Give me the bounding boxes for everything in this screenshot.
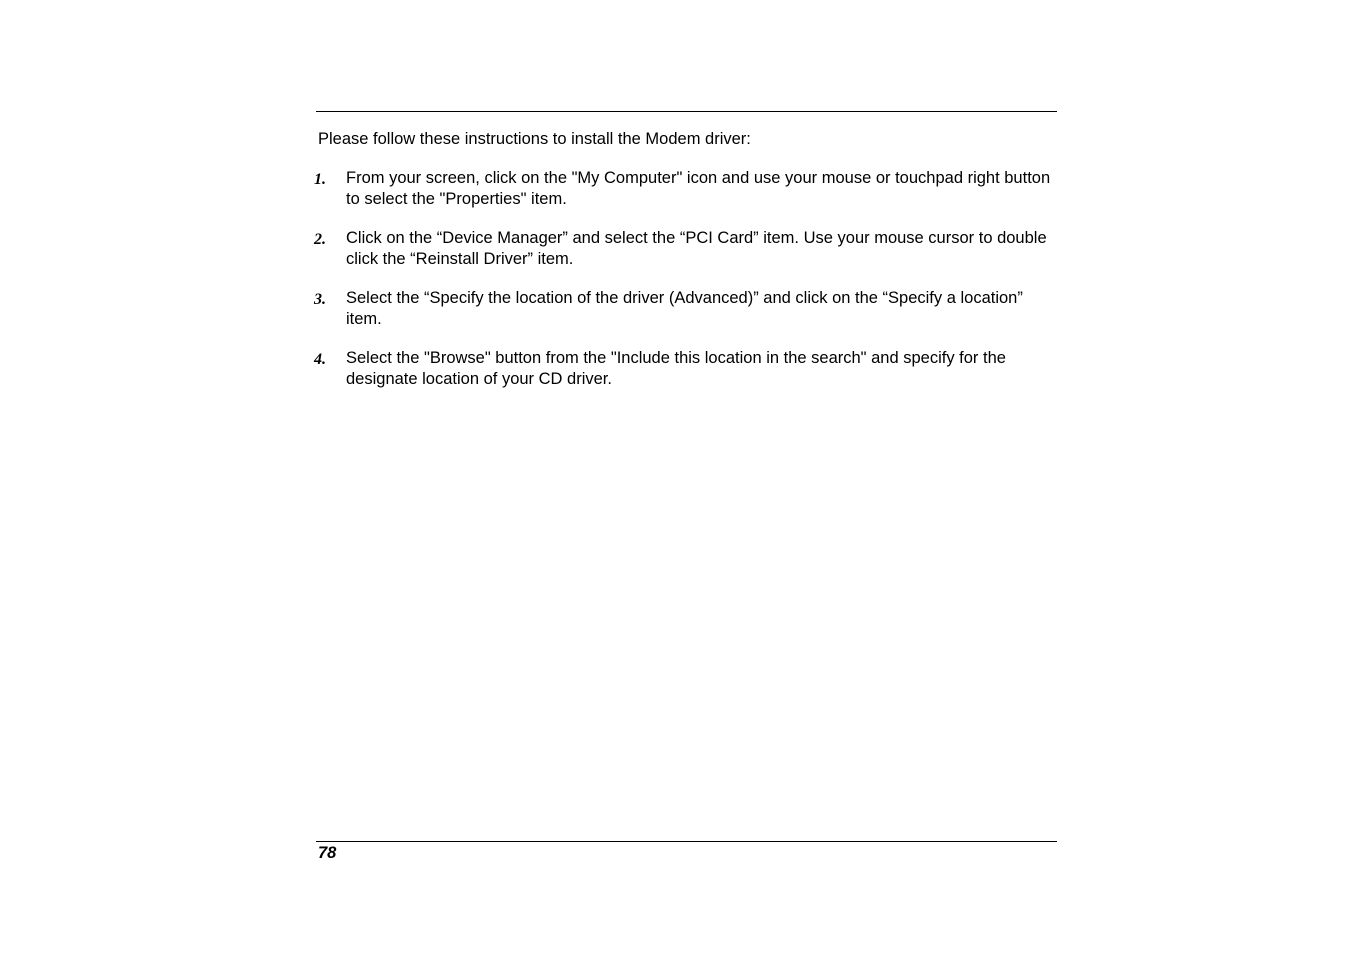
step-number: 1. [314, 171, 326, 188]
step-text: Select the "Browse" button from the "Include this location in the search" and specify for the designate location of your CD driver. [346, 349, 1006, 388]
step-text: Click on the “Device Manager” and select the “PCI Card” item. Use your mouse cursor to double click the “Reinstall Driver” item. [346, 229, 1047, 268]
list-item [314, 288, 1059, 330]
list-item [314, 348, 1059, 390]
footer-rule [316, 841, 1057, 842]
step-number: 2. [314, 231, 326, 248]
intro-text: Please follow these instructions to install the Modem driver: [318, 130, 751, 148]
list-item [314, 228, 1059, 270]
step-number: 4. [314, 351, 326, 368]
step-text: Select the “Specify the location of the driver (Advanced)” and click on the “Specify a location” item. [346, 289, 1023, 328]
list-item [314, 168, 1059, 210]
header-rule [316, 111, 1057, 112]
instruction-list [314, 168, 1059, 408]
step-text: From your screen, click on the "My Computer" icon and use your mouse or touchpad right button to select the "Properties" item. [346, 169, 1051, 208]
page-number: 78 [318, 844, 337, 862]
step-number: 3. [314, 291, 326, 308]
